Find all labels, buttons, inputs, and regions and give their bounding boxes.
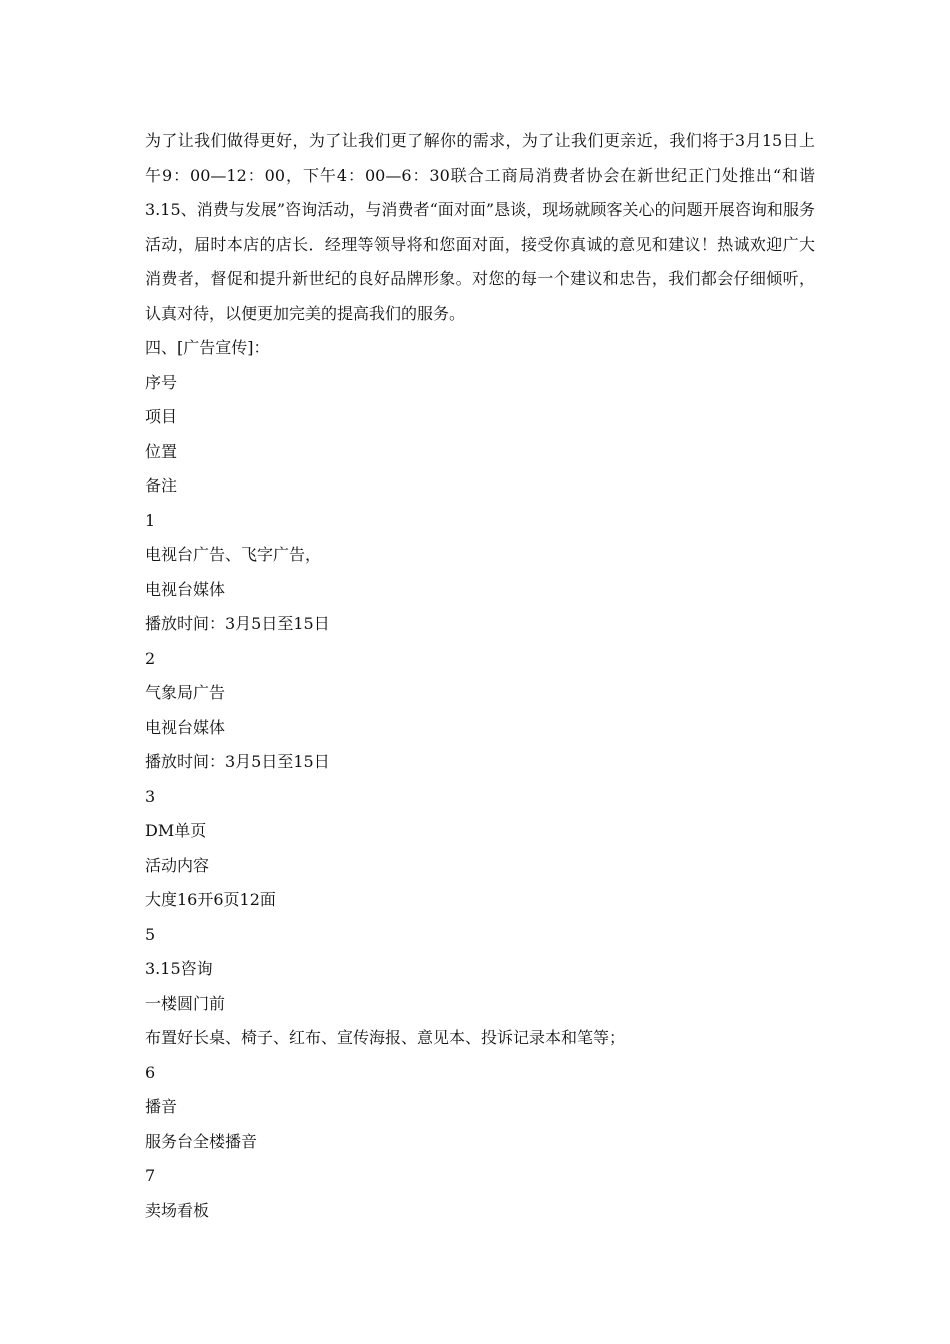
row-3-item: DM单页	[145, 821, 207, 840]
row-3-note: 大度16开6页12面	[145, 890, 276, 909]
row-5-location: 一楼圆门前	[145, 993, 226, 1013]
intro-paragraph: 为了让我们做得更好，为了让我们更了解你的需求，为了让我们更亲近，我们将于3月15日上午9：00—12：00，下午4：00—6：30联合工商局消费者协会在新世纪正门处推出“和谐3.15、消费与发展”咨询活动，与消费者“面对面”恳谈，现场就顾客关心的问题开展咨询和服务活动，届时本店的店长．经理等领导将和您面对面，接受你真诚的意见和建议！热诚欢迎广大消费者，督促和提升新世纪的良好品牌形象。对您的每一个建议和忠告，我们都会仔细倾听，认真对待，以便更加完美的提高我们的服务。	[145, 131, 815, 323]
row-2-location: 电视台媒体	[145, 717, 226, 737]
row-1-item: 电视台广告、飞字广告，	[145, 545, 322, 564]
row-2-note: 播放时间：3月5日至15日	[145, 752, 330, 771]
row-1-location: 电视台媒体	[145, 579, 226, 599]
table-header-number: 序号	[145, 372, 178, 392]
row-2-number: 2	[145, 648, 156, 668]
row-5-note: 布置好长桌、椅子、红布、宣传海报、意见本、投诉记录本和笔等；	[145, 1028, 626, 1047]
row-3-location: 活动内容	[145, 855, 210, 875]
row-7-number: 7	[145, 1166, 156, 1185]
row-2-item: 气象局广告	[145, 683, 226, 702]
row-6-location: 服务台全楼播音	[145, 1131, 258, 1151]
row-5-item: 3.15咨询	[145, 959, 213, 978]
section-heading: 四、[广告宣传]：	[145, 338, 270, 357]
row-1-number: 1	[145, 510, 156, 530]
row-6-number: 6	[145, 1062, 156, 1082]
row-6-item: 播音	[145, 1097, 178, 1116]
table-header-location: 位置	[145, 441, 178, 461]
table-header-item: 项目	[145, 407, 178, 426]
row-7-item: 卖场看板	[145, 1200, 210, 1220]
document-page	[145, 124, 815, 1228]
row-1-note: 播放时间：3月5日至15日	[145, 614, 330, 633]
row-5-number: 5	[145, 924, 156, 944]
row-3-number: 3	[145, 786, 156, 806]
table-header-note: 备注	[145, 476, 178, 495]
